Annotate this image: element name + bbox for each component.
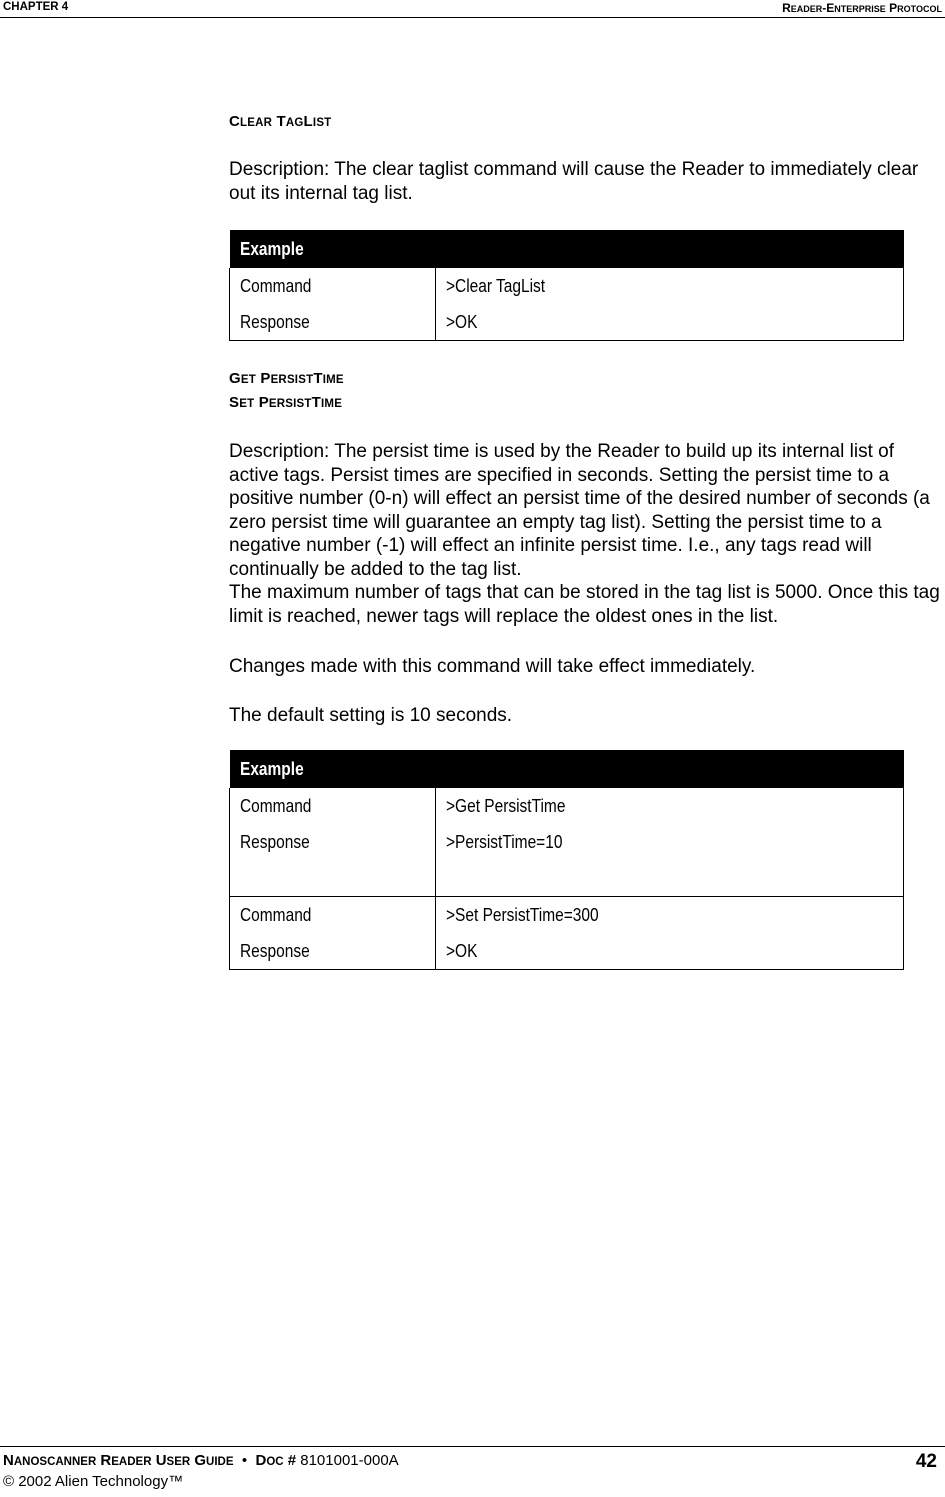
page-header [0, 0, 945, 18]
get-persisttime-title: GET PERSISTTIME [229, 370, 344, 387]
row-value: >Set PersistTime=300 [446, 904, 599, 925]
bullet-separator: • [241, 1452, 248, 1469]
chapter-title: READER-ENTERPRISE PROTOCOL [782, 1, 942, 15]
doc-number: 8101001-000A [300, 1452, 399, 1469]
persisttime-example-table [229, 750, 904, 970]
row-label: Response [240, 831, 310, 852]
set-persisttime-title: SET PERSISTTIME [229, 394, 343, 411]
row-value: >PersistTime=10 [446, 831, 563, 852]
persisttime-description: Description: The persist time is used by the Reader to build up its internal list of active tags. Persist times are specified in seconds. Setting the persist time to a positive number (0-n) will effect an persist time of the desired number of seconds (a zero persist time will guarantee an empty tag list). Setting the persist time to a negative number (-1) will effect an infinite persist time. I.e., any tags read will continually be added to the tag list. The maximum number of tags that can be stored in the tag list is 5000. Once this tag limit is reached, newer tags will replace the oldest ones in the list. [229, 441, 940, 627]
row-value: >Clear TagList [446, 275, 546, 296]
example-header-row [230, 230, 904, 268]
row-label: Command [240, 795, 312, 816]
row-label: Response [240, 940, 310, 961]
row-label: Response [240, 311, 310, 332]
row-value: >OK [446, 940, 478, 961]
table-row [230, 788, 904, 824]
footer-guide-line: NANOSCANNER READER USER GUIDE • DOC # 8101001-000A [3, 1452, 399, 1469]
table-row [230, 933, 904, 970]
row-value: >OK [446, 311, 478, 332]
chapter-label: CHAPTER 4 [3, 1, 69, 13]
clear-taglist-example-table [229, 230, 904, 341]
row-label: Command [240, 904, 312, 925]
page-footer [0, 1446, 945, 1490]
persisttime-changes-note: Changes made with this command will take effect immediately. [229, 656, 756, 677]
table-row [230, 304, 904, 341]
page-number: 42 [915, 1451, 937, 1472]
clear-taglist-description: Description: The clear taglist command will cause the Reader to immediately clear out its internal tag list. [229, 159, 919, 204]
table-row [230, 897, 904, 934]
example-label: Example [230, 750, 436, 788]
clear-taglist-title: CLEAR TAGLIST [229, 113, 332, 130]
persisttime-default-note: The default setting is 10 seconds. [229, 705, 513, 726]
row-label: Command [240, 275, 312, 296]
example-label: Example [230, 230, 436, 268]
copyright: © 2002 Alien Technology™ [3, 1473, 184, 1490]
table-row [230, 268, 904, 304]
row-value: >Get PersistTime [446, 795, 566, 816]
example-header-row [230, 750, 904, 788]
table-row [230, 824, 904, 860]
